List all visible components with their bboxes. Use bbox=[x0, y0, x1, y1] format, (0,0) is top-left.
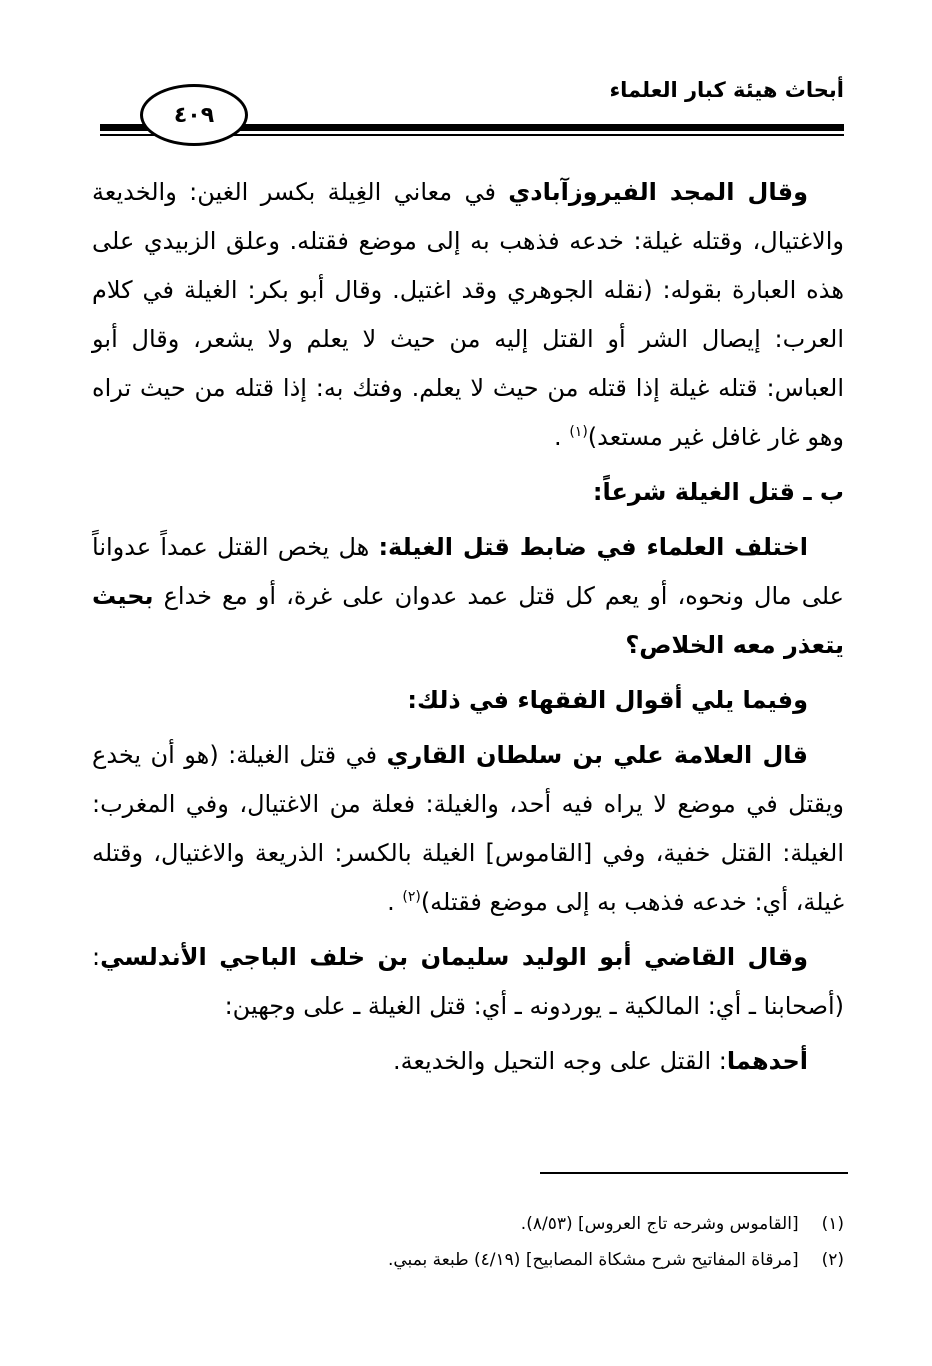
paragraph-lead: وقال القاضي أبو الوليد سليمان بن خلف الباجي الأندلسي bbox=[100, 943, 808, 971]
running-title: أبحاث هيئة كبار العلماء bbox=[609, 78, 844, 102]
paragraph-text: في قتل الغيلة: (هو أن يخدع ويقتل في موضع لا يراه فيه أحد، والغيلة: فعلة من الاغتيال، وفي المغرب: الغيلة: القتل خفية، وفي [القاموس] الغيلة بالكسر: الذريعة والاغتيال، وقتله غيلة، أي: خدعه فذهب به إلى موضع فقتله) bbox=[92, 741, 844, 916]
footnote-ref-2[interactable]: (٢) bbox=[402, 889, 421, 905]
footnote-number: (١) bbox=[821, 1214, 844, 1234]
page-number: ٤٠٩ bbox=[173, 102, 215, 128]
footnote-separator bbox=[540, 1172, 848, 1174]
paragraph-end: . bbox=[387, 888, 403, 916]
paragraph-firuzabadi bbox=[92, 168, 844, 462]
paragraph-end: . bbox=[554, 423, 570, 451]
paragraph-text: : (أصحابنا ـ أي: المالكية ـ يوردونه ـ أي: قتل الغيلة ـ على وجهين: bbox=[92, 943, 844, 1020]
section-heading-b: ب ـ قتل الغيلة شرعاً: bbox=[592, 478, 844, 506]
paragraph-text: في معاني الغِيلة بكسر الغين: والخديعة والاغتيال، وقتله غيلة: خدعه فذهب به إلى موضع فقتله. وعلق الزبيدي على هذه العبارة بقوله: (نقله الجوهري وقد اغتيل. وقال أبو بكر: الغيلة في كلام العرب: إيصال الشر أو القتل إليه من حيث لا يعلم ولا يشعر، وقال أبو العباس: قتله غيلة إذا قتله من حيث لا يعلم. وفتك به: إذا قتله من حيث تراه وهو غار غافل غير مستعد) bbox=[92, 178, 844, 451]
paragraph-lead: اختلف العلماء في ضابط قتل الغيلة: bbox=[378, 533, 808, 561]
paragraph-ulama-dispute bbox=[92, 523, 844, 670]
footnote-ref-1[interactable]: (١) bbox=[569, 424, 588, 440]
paragraph-lead: وقال المجد الفيروزآبادي bbox=[508, 178, 808, 206]
footnotes bbox=[92, 1206, 844, 1278]
page-number-badge bbox=[140, 84, 248, 146]
paragraph-fuqaha-intro: وفيما يلي أقوال الفقهاء في ذلك: bbox=[407, 686, 808, 714]
paragraph-lead: أحدهما bbox=[726, 1047, 808, 1075]
paragraph-text: : القتل على وجه التحيل والخديعة. bbox=[392, 1047, 727, 1075]
footnote-number: (٢) bbox=[821, 1250, 844, 1270]
footnote-2 bbox=[92, 1242, 844, 1278]
paragraph-lead: قال العلامة علي بن سلطان القاري bbox=[386, 741, 808, 769]
paragraph-tail: بحيث يتعذر معه الخلاص؟ bbox=[92, 582, 844, 659]
footnote-text: [مرقاة المفاتيح شرح مشكاة المصابيح] (٤/١٩) طبعة بمبي. bbox=[387, 1250, 799, 1270]
footnote-1 bbox=[92, 1206, 844, 1242]
paragraph-first-type bbox=[92, 1037, 844, 1086]
main-text bbox=[92, 168, 844, 1092]
paragraph-qari bbox=[92, 731, 844, 927]
footnote-text: [القاموس وشرحه تاج العروس] (٨/٥٣). bbox=[520, 1214, 799, 1234]
paragraph-text: هل يخص القتل عمداً عدواناً على مال ونحوه، أو يعم كل قتل عمد عدوان على غرة، أو مع خداع bbox=[92, 533, 844, 610]
paragraph-baji bbox=[92, 933, 844, 1031]
